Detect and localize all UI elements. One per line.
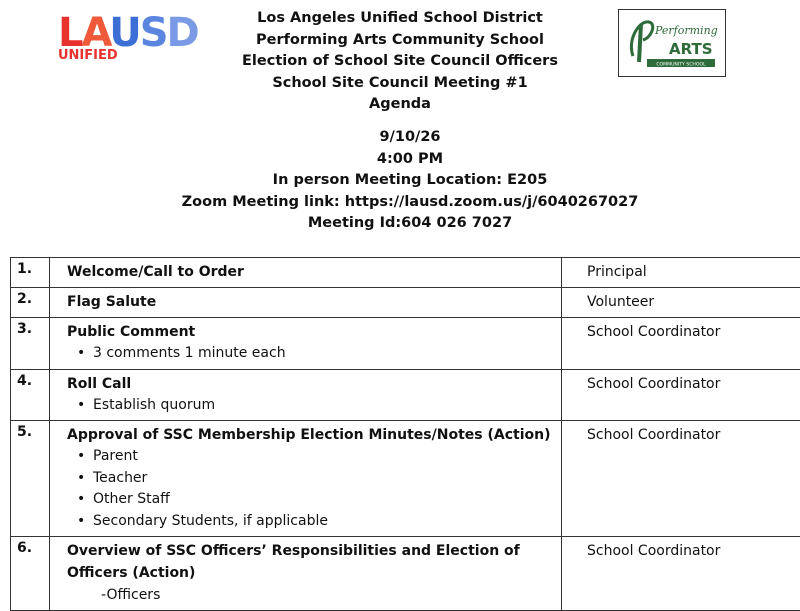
agenda-number: 5. [11,421,50,537]
agenda-table [10,257,800,611]
document-header [160,8,640,116]
agenda-number: 6. [11,537,50,611]
meeting-details [150,127,670,235]
header-agenda-title: Agenda [160,94,640,116]
agenda-number: 4. [11,369,50,421]
agenda-subitem: -Officers [67,584,555,606]
agenda-item-title: Public Comment [67,321,555,343]
logo-letter: D [167,10,198,56]
agenda-row [11,421,800,537]
agenda-number: 2. [11,288,50,318]
presenter-text: Volunteer [587,291,800,313]
bullet-list [67,343,555,365]
presenter-text: School Coordinator [587,424,800,446]
lausd-logo-subtitle: UNIFIED [58,48,198,63]
agenda-row [11,258,800,288]
zoom-link[interactable]: Zoom Meeting link: https://lausd.zoom.us/j/6040267027 [150,192,670,214]
presenter-text: School Coordinator [587,321,800,343]
logo-main-text: ARTS [669,40,713,58]
bullet-list [67,446,555,532]
agenda-item [50,288,562,318]
meeting-time: 4:00 PM [150,149,670,171]
agenda-item-title: Roll Call [67,373,555,395]
meeting-location: In person Meeting Location: E205 [150,170,670,192]
bullet-item: • Establish quorum [67,395,555,417]
agenda-presenter [562,258,800,288]
agenda-presenter [562,318,800,370]
agenda-row [11,288,800,318]
bullet-list [67,395,555,417]
header-school: Performing Arts Community School [160,30,640,52]
presenter-text: School Coordinator [587,373,800,395]
agenda-presenter [562,537,800,611]
agenda-presenter [562,369,800,421]
agenda-row [11,318,800,370]
logo-letter: A [82,10,110,56]
agenda-item [50,421,562,537]
agenda-item [50,318,562,370]
agenda-item [50,258,562,288]
presenter-text: School Coordinator [587,540,800,562]
presenter-text: Principal [587,261,800,283]
bullet-item: • 3 comments 1 minute each [67,343,555,365]
header-district: Los Angeles Unified School District [160,8,640,30]
bullet-item: • Other Staff [67,489,555,511]
agenda-item-title: Welcome/Call to Order [67,261,555,283]
bullet-item: • Parent [67,446,555,468]
logo-banner-text: COMMUNITY SCHOOL [656,62,706,68]
meeting-date: 9/10/26 [150,127,670,149]
agenda-item-title: Approval of SSC Membership Election Minutes/Notes (Action) [67,424,555,446]
bullet-item: • Secondary Students, if applicable [67,511,555,533]
header-election: Election of School Site Council Officers [160,51,640,73]
agenda-item-title: Overview of SSC Officers’ Responsibilities and Election of Officers (Action) [67,540,555,584]
agenda-number: 1. [11,258,50,288]
logo-letter: S [140,10,167,56]
agenda-item [50,537,562,611]
bullet-item: • Teacher [67,468,555,490]
agenda-number: 3. [11,318,50,370]
logo-letter: L [58,10,82,56]
agenda-row [11,369,800,421]
header-meeting: School Site Council Meeting #1 [160,73,640,95]
meeting-id: Meeting Id:604 026 7027 [150,213,670,235]
agenda-item-title: Flag Salute [67,291,555,313]
agenda-presenter [562,421,800,537]
agenda-item [50,369,562,421]
logo-top-text: Performing [654,24,718,37]
logo-letter: U [109,10,139,56]
agenda-row [11,537,800,611]
agenda-presenter [562,288,800,318]
